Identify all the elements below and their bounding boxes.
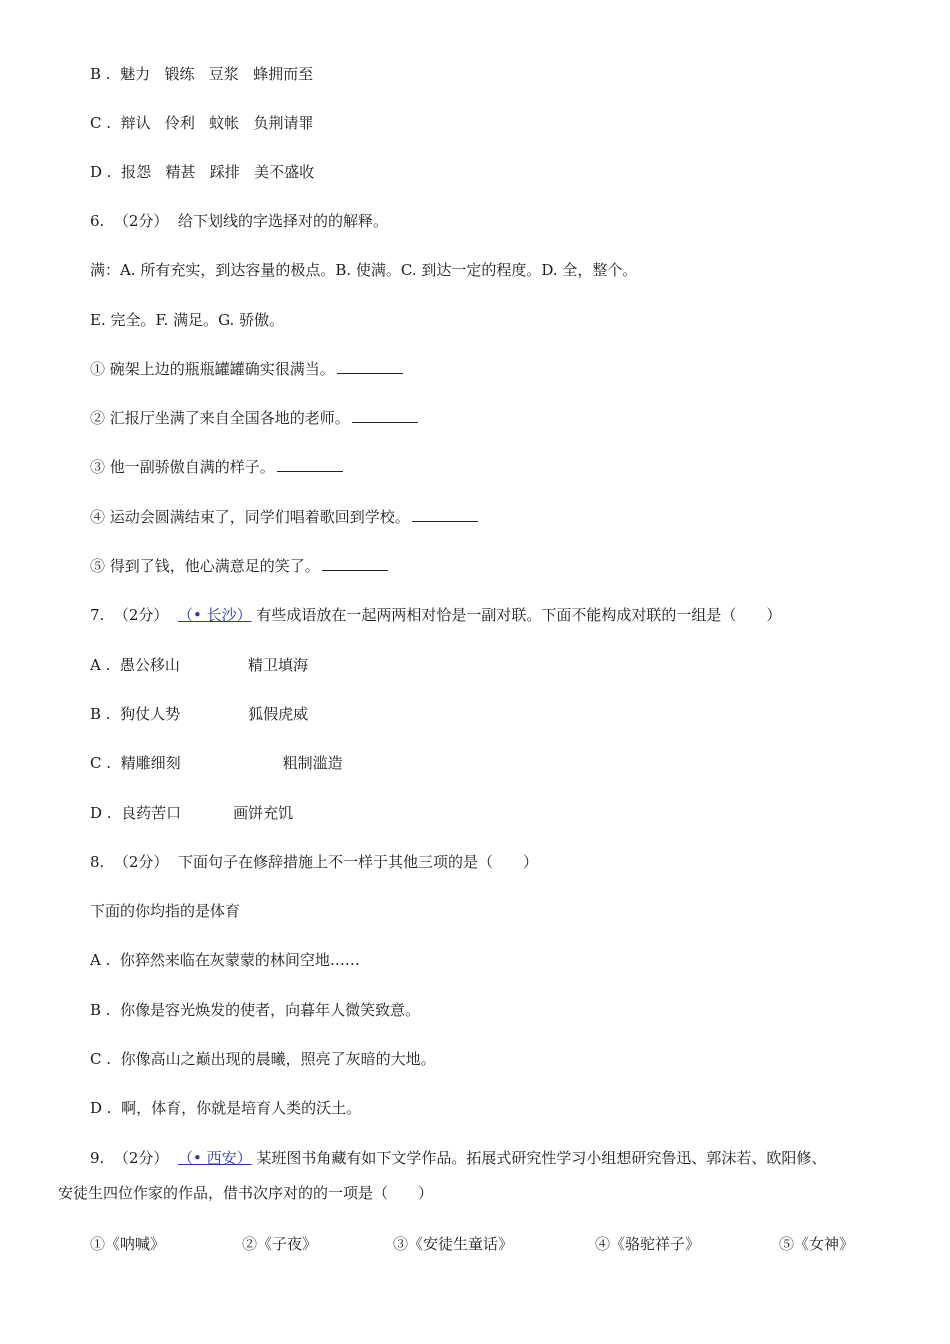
q9-work-5: ⑤《女神》 [779, 1235, 855, 1253]
answer-blank[interactable] [322, 556, 388, 571]
q9-stem-line-2: 安徒生四位作家的作品，借书次序对的的一项是（ ） [58, 1184, 434, 1202]
q9-work-4: ④《骆驼祥子》 [595, 1235, 701, 1253]
answer-blank[interactable] [277, 457, 343, 472]
q8-option-b: B . 你像是容光焕发的使者，向暮年人微笑致意。 [90, 1001, 421, 1019]
q5-option-c: C . 辩认 伶利 蚊帐 负荆请罪 [90, 114, 314, 132]
q6-item-1: ① 碗架上边的瓶瓶罐罐确实很满当。 [90, 358, 403, 380]
q7-option-d: D . 良药苦口 画饼充饥 [90, 804, 294, 822]
q9-source-link[interactable]: （• 西安） [177, 1149, 252, 1167]
q9-work-3: ③《安徒生童话》 [393, 1235, 514, 1253]
q9-work-2: ②《子夜》 [242, 1235, 318, 1253]
answer-blank[interactable] [352, 408, 418, 423]
q9-work-1: ①《呐喊》 [90, 1235, 166, 1253]
q8-note: 下面的你均指的是体育 [90, 902, 241, 920]
q9-stem-line-1: 9. （2分） （• 西安） 某班图书角藏有如下文学作品。拓展式研究性学习小组想研究鲁迅、郭沫若、欧阳修、 [90, 1149, 827, 1167]
q6-item-2: ② 汇报厅坐满了来自全国各地的老师。 [90, 407, 418, 429]
q6-stem: 6. （2分） 给下划线的字选择对的的解释。 [90, 212, 388, 230]
q6-item-4: ④ 运动会圆满结束了，同学们唱着歌回到学校。 [90, 506, 478, 528]
q5-option-d: D . 报怨 精甚 踩排 美不盛收 [90, 163, 315, 181]
q6-item-3: ③ 他一副骄傲自满的样子。 [90, 456, 343, 478]
q7-stem: 7. （2分） （• 长沙） 有些成语放在一起两两相对恰是一副对联。下面不能构成对联的一组是（ ） [90, 606, 782, 624]
q7-source-link[interactable]: （• 长沙） [177, 606, 252, 624]
q6-definition-1: 满：A. 所有充实，到达容量的极点。B. 使满。C. 到达一定的程度。D. 全，整个。 [90, 261, 638, 279]
q8-option-a: A . 你猝然来临在灰蒙蒙的林间空地…… [90, 951, 360, 969]
q8-stem: 8. （2分） 下面句子在修辞措施上不一样于其他三项的是（ ） [90, 853, 538, 871]
q7-option-a: A . 愚公移山 精卫填海 [90, 656, 308, 674]
answer-blank[interactable] [412, 507, 478, 522]
q6-definition-2: E. 完全。F. 满足。G. 骄傲。 [90, 311, 285, 329]
q8-option-d: D . 啊，体育，你就是培育人类的沃土。 [90, 1099, 362, 1117]
answer-blank[interactable] [337, 359, 403, 374]
q8-option-c: C . 你像高山之巅出现的晨曦，照亮了灰暗的大地。 [90, 1050, 436, 1068]
q9-works-list [90, 1233, 854, 1255]
q6-item-5: ⑤ 得到了钱，他心满意足的笑了。 [90, 555, 388, 577]
q7-option-b: B . 狗仗人势 狐假虎威 [90, 705, 309, 723]
q5-option-b: B . 魅力 锻练 豆浆 蜂拥而至 [90, 65, 314, 83]
q7-option-c: C . 精雕细刻 粗制滥造 [90, 754, 343, 772]
